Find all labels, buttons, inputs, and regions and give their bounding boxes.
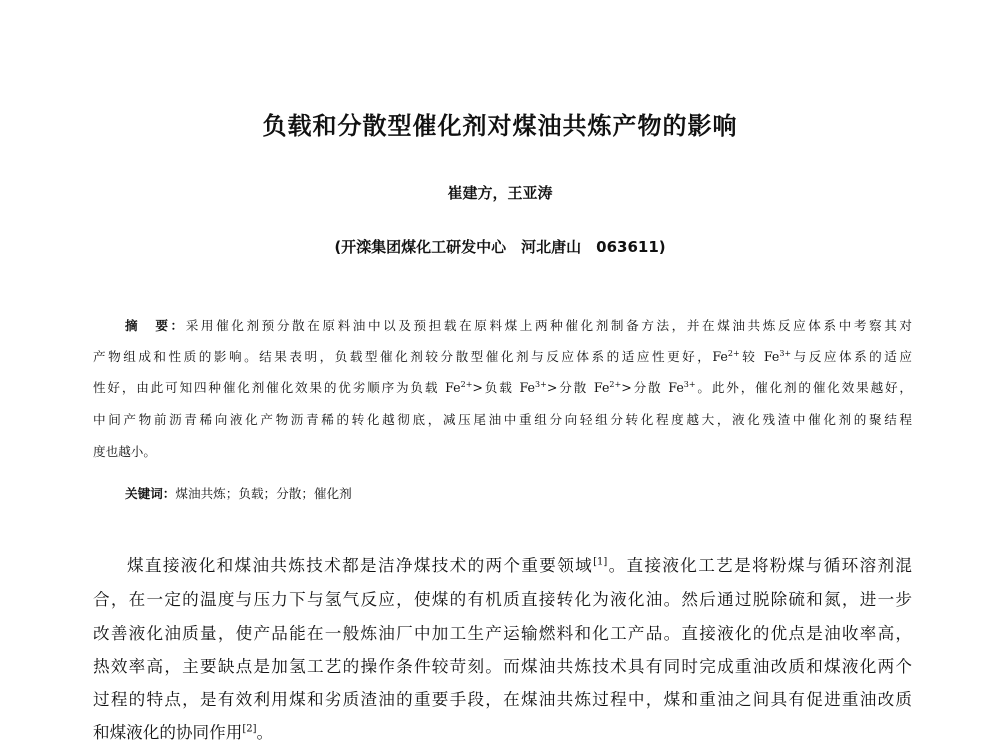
abstract-text: >分散 Fe — [546, 380, 610, 395]
abstract-text: 较 Fe — [739, 349, 780, 364]
body-text-span: 煤直接液化和煤油共炼技术都是洁净煤技术的两个重要领域 — [127, 556, 594, 575]
abstract-line: 度也越小。 — [93, 444, 156, 459]
keywords — [125, 486, 912, 502]
superscript: 2+ — [609, 379, 622, 389]
abstract-label: 摘 要： — [125, 318, 186, 333]
citation: [1] — [593, 556, 608, 568]
paper-title: 负载和分散型催化剂对煤油共炼产物的影响 — [262, 112, 738, 140]
superscript: 3+ — [683, 379, 696, 389]
affiliation: (开滦集团煤化工研发中心 河北唐山 063611) — [334, 238, 666, 256]
abstract-text: 产物组成和性质的影响。结果表明，负载型催化剂较分散型催化剂与反应体系的适应性更好，Fe — [93, 349, 728, 364]
superscript: 3+ — [535, 379, 547, 389]
abstract-text: 性好，由此可知四种催化剂催化效果的优劣顺序为负载 Fe — [93, 380, 461, 395]
body-text-span: 和煤液化的协同作用 — [93, 723, 243, 742]
keywords-label: 关键词： — [125, 486, 176, 501]
body-line — [127, 556, 912, 576]
abstract-line — [125, 318, 912, 334]
body-line: 过程的特点，是有效利用煤和劣质渣油的重要手段，在煤油共炼过程中，煤和重油之间具有促进重油改质 — [93, 690, 912, 709]
superscript: 2+ — [727, 348, 740, 358]
superscript: 3+ — [779, 348, 792, 358]
abstract-line: 中间产物前沥青稀向液化产物沥青稀的转化越彻底，减压尾油中重组分向轻组分转化程度越大，液化残渣中催化剂的聚结程 — [93, 412, 912, 427]
body-text-span: 。直接液化工艺是将粉煤与循环溶剂混 — [607, 556, 913, 575]
body-line — [93, 723, 912, 743]
superscript: 2+ — [460, 379, 473, 389]
authors: 崔建方，王亚涛 — [447, 184, 553, 202]
abstract-text: 。此外，催化剂的催化效果越好， — [695, 380, 913, 395]
body-line: 合，在一定的温度与压力下与氢气反应，使煤的有机质直接转化为液化油。然后通过脱除硫和氮，进一步 — [93, 590, 912, 609]
body-text-span: 。 — [256, 723, 274, 742]
keywords-text: 煤油共炼；负载；分散；催化剂 — [175, 486, 352, 501]
abstract-line — [93, 349, 912, 365]
abstract-text: 与反应体系的适应 — [791, 349, 912, 364]
abstract-line — [93, 380, 912, 396]
body-line: 改善液化油质量，使产品能在一般炼油厂中加工生产运输燃料和化工产品。直接液化的优点是油收率高， — [93, 624, 912, 643]
body-line: 热效率高，主要缺点是加氢工艺的操作条件较苛刻。而煤油共炼技术具有同时完成重油改质和煤液化两个 — [93, 657, 912, 676]
abstract-text: >分散 Fe — [621, 380, 684, 395]
citation: [2] — [242, 723, 257, 735]
abstract-text: >负载 Fe — [472, 380, 536, 395]
abstract-text: 采用催化剂预分散在原料油中以及预担载在原料煤上两种催化剂制备方法，并在煤油共炼反应体系中考察其对 — [185, 318, 913, 333]
